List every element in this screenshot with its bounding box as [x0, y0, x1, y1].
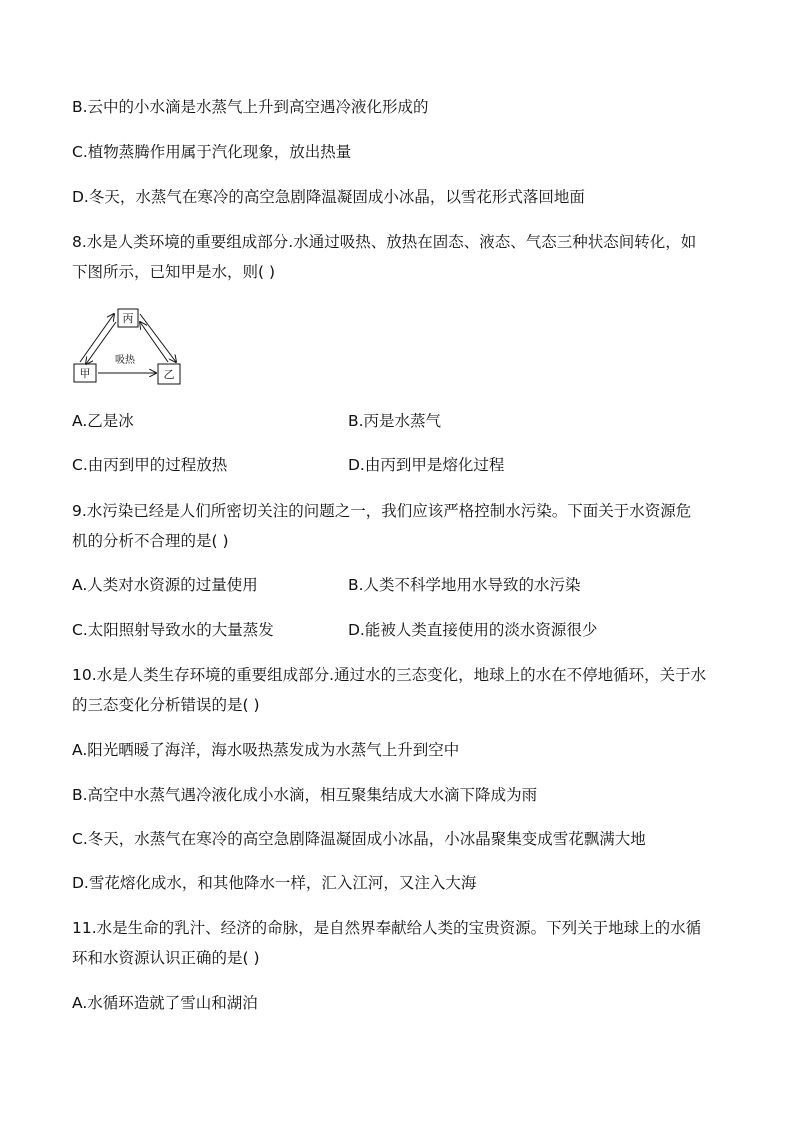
- option-b-cloud: B.云中的小水滴是水蒸气上升到高空遇冷液化形成的: [72, 98, 429, 116]
- q9-option-d[interactable]: D.能被人类直接使用的淡水资源很少: [348, 621, 598, 639]
- q8-stem-line1: 8.水是人类环境的重要组成部分.水通过吸热、放热在固态、液态、气态三种状态间转化，如: [72, 233, 697, 251]
- state-change-diagram-svg: [72, 306, 184, 388]
- state-change-diagram: [72, 306, 184, 388]
- q10-option-d[interactable]: D.雪花熔化成水，和其他降水一样，汇入江河，又注入大海: [72, 874, 477, 892]
- q10-option-c[interactable]: C.冬天，水蒸气在寒冷的高空急剧降温凝固成小冰晶，小冰晶聚集变成雪花飘满大地: [72, 830, 646, 848]
- option-d-winter: D.冬天，水蒸气在寒冷的高空急剧降温凝固成小冰晶，以雪花形式落回地面: [72, 188, 585, 206]
- q9-stem-line2: 机的分析不合理的是( ): [72, 532, 229, 550]
- q11-option-a[interactable]: A.水循环造就了雪山和湖泊: [72, 994, 258, 1012]
- box-jia-label: 甲: [79, 367, 91, 380]
- q8-stem-line2: 下图所示，已知甲是水，则( ): [72, 263, 276, 281]
- q10-option-b[interactable]: B.高空中水蒸气遇冷液化成小水滴，相互聚集结成大水滴下降成为雨: [72, 786, 538, 804]
- q8-option-b[interactable]: B.丙是水蒸气: [348, 412, 442, 430]
- q8-option-d[interactable]: D.由丙到甲是熔化过程: [348, 456, 505, 474]
- option-c-plant: C.植物蒸腾作用属于汽化现象，放出热量: [72, 143, 352, 161]
- q9-stem-line1: 9.水污染已经是人们所密切关注的问题之一，我们应该严格控制水污染。下面关于水资源危: [72, 502, 692, 520]
- q11-stem-line2: 环和水资源认识正确的是( ): [72, 949, 260, 967]
- arrow-bing-to-jia: [86, 322, 116, 364]
- q11-stem-line1: 11.水是生命的乳汁、经济的命脉，是自然界奉献给人类的宝贵资源。下列关于地球上的水循: [72, 919, 702, 937]
- q10-option-a[interactable]: A.阳光晒暖了海洋，海水吸热蒸发成为水蒸气上升到空中: [72, 741, 460, 759]
- q9-option-a[interactable]: A.人类对水资源的过量使用: [72, 576, 258, 594]
- q8-option-a[interactable]: A.乙是冰: [72, 412, 134, 430]
- arrow-yi-to-bing: [140, 322, 168, 362]
- q9-option-c[interactable]: C.太阳照射导致水的大量蒸发: [72, 621, 274, 639]
- q10-stem-line2: 的三态变化分析错误的是( ): [72, 696, 260, 714]
- arrow-jia-to-bing: [80, 314, 114, 362]
- q9-option-b[interactable]: B.人类不科学地用水导致的水污染: [348, 576, 581, 594]
- arrow-bing-to-yi: [140, 314, 176, 362]
- q8-option-c[interactable]: C.由丙到甲的过程放热: [72, 456, 228, 474]
- q10-stem-line1: 10.水是人类生存环境的重要组成部分.通过水的三态变化，地球上的水在不停地循环，关于水: [72, 666, 707, 684]
- absorb-heat-label: 吸热: [115, 355, 135, 366]
- box-yi-label: 乙: [163, 368, 175, 381]
- box-bing-label: 丙: [122, 312, 134, 325]
